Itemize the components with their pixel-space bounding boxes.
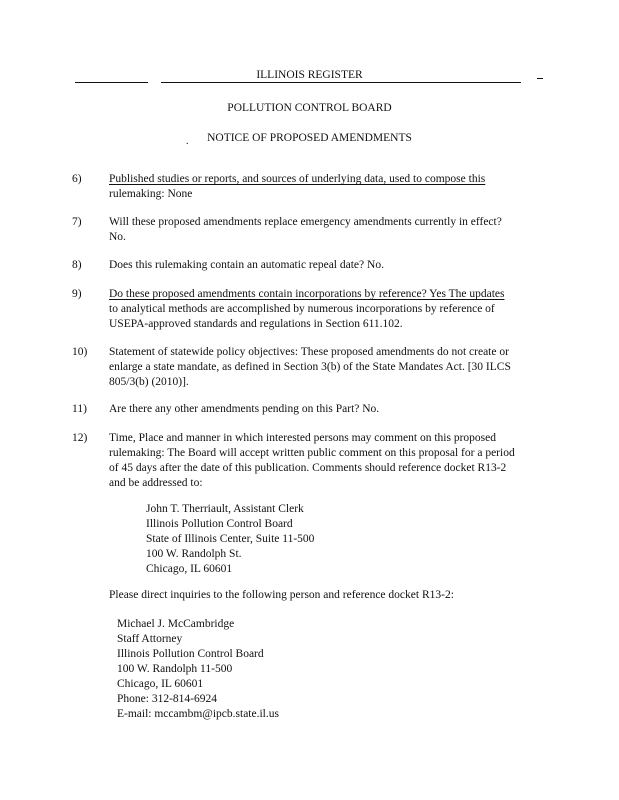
item-number: 12) bbox=[72, 432, 88, 444]
address-line: State of Illinois Center, Suite 11-500 bbox=[146, 533, 315, 545]
item-line: enlarge a state mandate, as defined in Section 3(b) of the State Mandates Act. [30 ILCS bbox=[109, 361, 511, 373]
item-line: Are there any other amendments pending on this Part? No. bbox=[109, 403, 380, 415]
item-line: Do these proposed amendments contain incorporations by reference? Yes The updates bbox=[109, 288, 505, 300]
item-number: 9) bbox=[72, 288, 82, 300]
item-line: Published studies or reports, and sources of underlying data, used to compose this bbox=[109, 173, 486, 185]
board-title: POLLUTION CONTROL BOARD bbox=[227, 102, 392, 114]
item-line: Time, Place and manner in which interested persons may comment on this proposed bbox=[109, 432, 496, 444]
item-line: Does this rulemaking contain an automatic repeal date? No. bbox=[109, 259, 384, 271]
register-title: ILLINOIS REGISTER bbox=[256, 69, 363, 81]
item-line: Statement of statewide policy objectives: These proposed amendments do not create or bbox=[109, 346, 509, 358]
item-line: rulemaking: None bbox=[109, 188, 193, 200]
contact-line: E-mail: mccambm@ipcb.state.il.us bbox=[117, 708, 279, 720]
item-line: and be addressed to: bbox=[109, 477, 203, 489]
item-number: 7) bbox=[72, 216, 82, 228]
item-line: to analytical methods are accomplished by numerous incorporations by reference of bbox=[109, 303, 495, 315]
header-rule-main bbox=[161, 82, 521, 83]
address-line: 100 W. Randolph St. bbox=[146, 548, 242, 560]
item-line: of 45 days after the date of this publication. Comments should reference docket R13-2 bbox=[109, 462, 507, 474]
address-line: Illinois Pollution Control Board bbox=[146, 518, 293, 530]
header-dash bbox=[537, 78, 543, 79]
item-12 bbox=[72, 431, 532, 491]
inquiries-text: Please direct inquiries to the following person and reference docket R13-2: bbox=[109, 589, 454, 601]
item-7 bbox=[72, 215, 532, 245]
notice-mark: . bbox=[186, 136, 189, 147]
contact-line: Chicago, IL 60601 bbox=[117, 678, 204, 690]
address-line: Chicago, IL 60601 bbox=[146, 563, 233, 575]
item-line: No. bbox=[109, 231, 126, 243]
contact-line: 100 W. Randolph 11-500 bbox=[117, 663, 233, 675]
item-number: 8) bbox=[72, 259, 82, 271]
item-line: Will these proposed amendments replace emergency amendments currently in effect? bbox=[109, 216, 502, 228]
item-number: 11) bbox=[72, 403, 87, 415]
item-number: 10) bbox=[72, 346, 88, 358]
item-number: 6) bbox=[72, 173, 82, 185]
item-line: USEPA-approved standards and regulations in Section 611.102. bbox=[109, 318, 403, 330]
item-line: 805/3(b) (2010)]. bbox=[109, 376, 189, 388]
contact-block bbox=[117, 617, 279, 722]
address-block bbox=[146, 502, 314, 577]
item-10 bbox=[72, 345, 532, 390]
item-8 bbox=[72, 258, 532, 273]
contact-line: Staff Attorney bbox=[117, 633, 183, 645]
item-9 bbox=[72, 287, 532, 332]
contact-line: Illinois Pollution Control Board bbox=[117, 648, 264, 660]
address-line: John T. Therriault, Assistant Clerk bbox=[146, 503, 304, 515]
notice-title: NOTICE OF PROPOSED AMENDMENTS bbox=[207, 132, 412, 144]
contact-line: Michael J. McCambridge bbox=[117, 618, 235, 630]
item-6 bbox=[72, 172, 532, 202]
item-11 bbox=[72, 402, 532, 417]
contact-line: Phone: 312-814-6924 bbox=[117, 693, 217, 705]
item-line: rulemaking: The Board will accept written public comment on this proposal for a period bbox=[109, 447, 515, 459]
